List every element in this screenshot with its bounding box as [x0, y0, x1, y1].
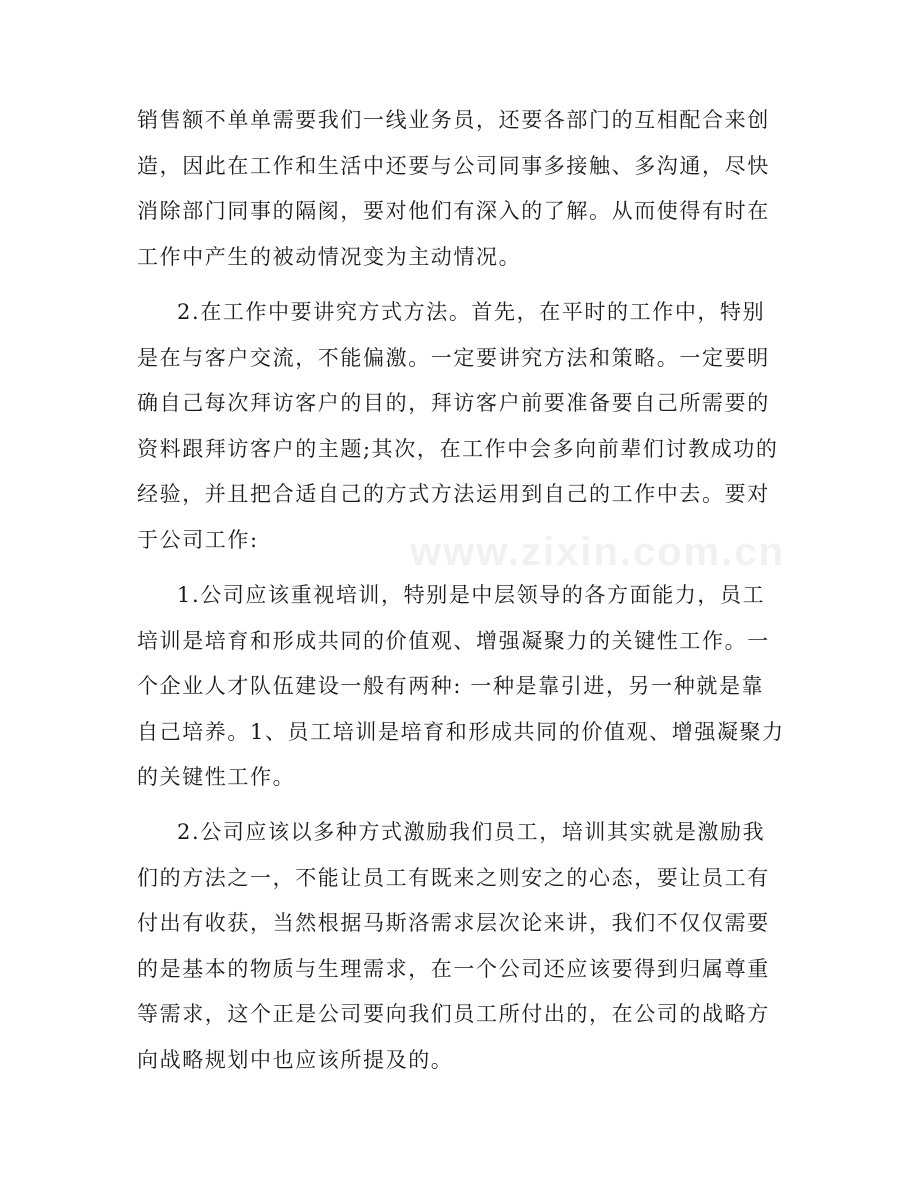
- paragraph-line: 于公司工作:: [137, 527, 259, 552]
- paragraph-line: 造，因此在工作和生活中还要与公司同事多接触、多沟通，尽快: [137, 153, 770, 178]
- paragraph-line: 等需求，这个正是公司要向我们员工所付出的，在公司的战略方: [137, 1002, 770, 1026]
- paragraph-line: 确自己每次拜访客户的目的，拜访客户前要准备要自己所需要的: [137, 391, 770, 415]
- paragraph-line: 2.在工作中要讲究方式方法。首先，在平时的工作中，特别: [177, 300, 766, 324]
- paragraph-3: [137, 573, 797, 801]
- paragraph-4: [137, 810, 797, 1083]
- paragraph-line: 们的方法之一，不能让员工有既来之则安之的心态，要让员工有: [137, 865, 770, 890]
- paragraph-line: 经验，并且把合适自己的方式方法运用到自己的工作中去。要对: [137, 482, 770, 506]
- paragraph-line: 消除部门同事的隔阂，要对他们有深入的了解。从而使得有时在: [137, 199, 770, 223]
- paragraph-1: [137, 98, 797, 280]
- paragraph-line: 工作中产生的被动情况变为主动情况。: [137, 244, 522, 269]
- paragraph-line: 资料跟拜访客户的主题;其次，在工作中会多向前辈们讨教成功的: [137, 436, 779, 461]
- paragraph-line: 销售额不单单需要我们一线业务员，还要各部门的互相配合来创: [137, 108, 770, 132]
- paragraph-line: 的关键性工作。: [137, 765, 296, 789]
- paragraph-line: 付出有收获，当然根据马斯洛需求层次论来讲，我们不仅仅需要: [137, 911, 770, 935]
- paragraph-line: 培训是培育和形成共同的价值观、增强凝聚力的关键性工作。一: [137, 628, 770, 653]
- watermark: www.zixin.com.cn: [410, 530, 786, 574]
- paragraph-2: [137, 290, 797, 563]
- paragraph-line: 的是基本的物质与生理需求，在一个公司还应该要得到归属尊重: [137, 956, 770, 981]
- paragraph-line: 1.公司应该重视培训，特别是中层领导的各方面能力，员工: [177, 583, 766, 607]
- paragraph-line: 是在与客户交流，不能偏激。一定要讲究方法和策略。一定要明: [137, 345, 770, 370]
- paragraph-line: 向战略规划中也应该所提及的。: [137, 1047, 454, 1072]
- paragraph-line: 个企业人才队伍建设一般有两种: 一种是靠引进，另一种就是靠: [137, 674, 765, 698]
- paragraph-line: 自己培养。1、员工培训是培育和形成共同的价值观、增强凝聚力: [137, 719, 785, 744]
- paragraph-line: 2.公司应该以多种方式激励我们员工，培训其实就是激励我: [177, 820, 766, 844]
